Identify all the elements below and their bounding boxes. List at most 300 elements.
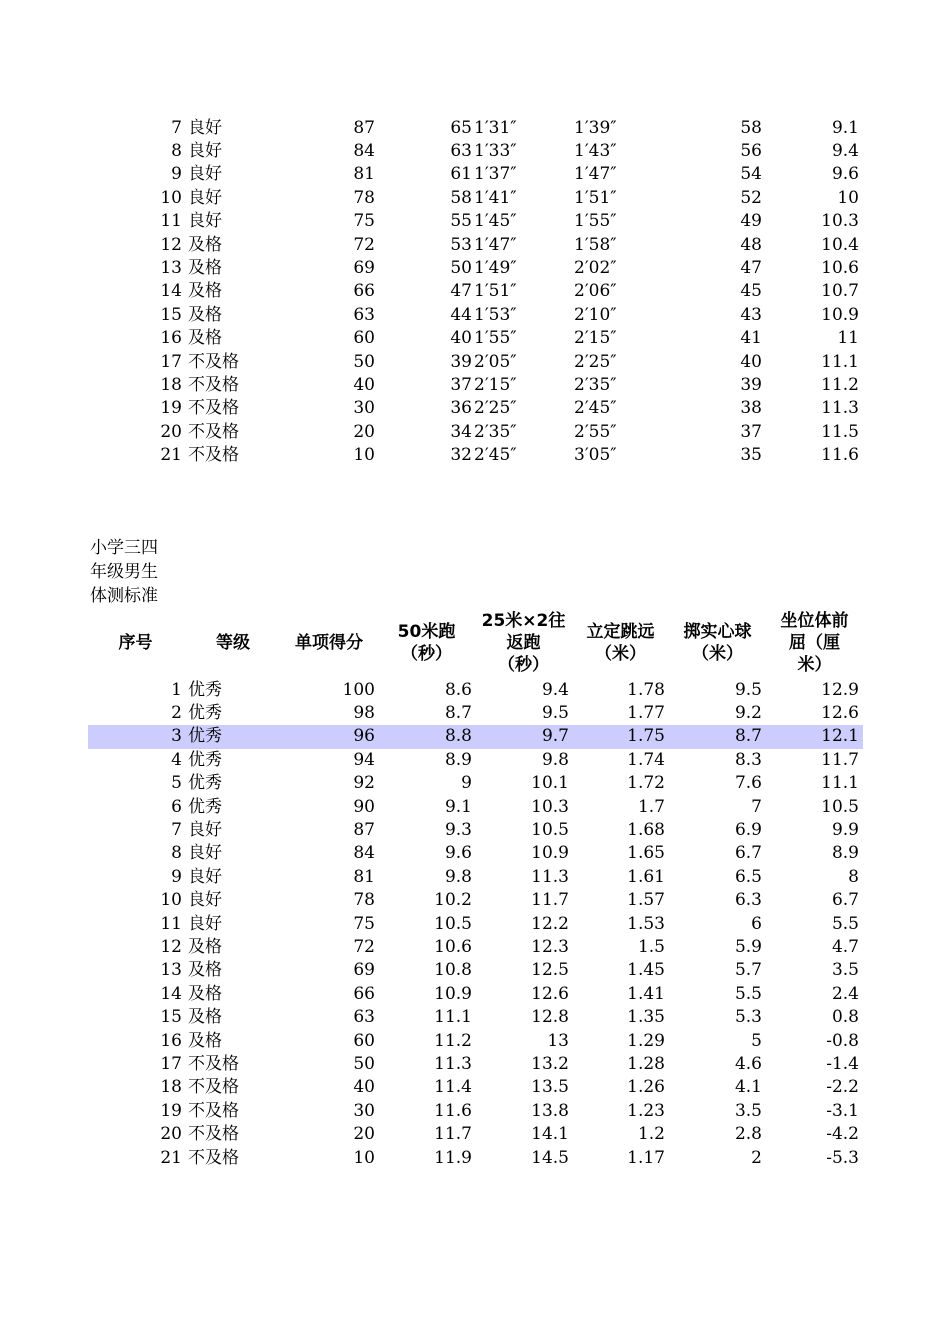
col5-cell[interactable]: 1′41″ bbox=[474, 187, 517, 208]
col4-cell[interactable]: 39 bbox=[450, 351, 472, 372]
col8-cell[interactable]: 8 bbox=[848, 866, 859, 887]
col7-cell[interactable]: 41 bbox=[740, 328, 762, 349]
score-cell[interactable]: 75 bbox=[353, 211, 375, 232]
table-row[interactable] bbox=[88, 421, 863, 444]
col7-cell[interactable]: 7.6 bbox=[734, 773, 762, 794]
score-cell[interactable]: 66 bbox=[353, 983, 375, 1004]
col4-cell[interactable]: 55 bbox=[450, 211, 472, 232]
col6-cell[interactable]: 1.53 bbox=[627, 913, 665, 934]
col4-cell[interactable]: 8.9 bbox=[444, 749, 472, 770]
seq-cell[interactable]: 9 bbox=[171, 164, 182, 185]
col8-cell[interactable]: 6.7 bbox=[831, 890, 859, 911]
grade-cell[interactable]: 不及格 bbox=[188, 1077, 239, 1098]
col7-cell[interactable]: 7 bbox=[751, 796, 762, 817]
col6-cell[interactable]: 1.35 bbox=[627, 1007, 665, 1028]
table-row[interactable] bbox=[88, 397, 863, 420]
col7-cell[interactable]: 6.7 bbox=[734, 843, 762, 864]
seq-cell[interactable]: 11 bbox=[160, 913, 182, 934]
col4-cell[interactable]: 11.6 bbox=[434, 1100, 472, 1121]
col7-cell[interactable]: 5.7 bbox=[734, 960, 762, 981]
table-row[interactable] bbox=[88, 1053, 863, 1076]
col5-cell[interactable]: 1′55″ bbox=[474, 328, 517, 349]
col7-cell[interactable]: 5 bbox=[751, 1030, 762, 1051]
col7-cell[interactable]: 52 bbox=[740, 187, 762, 208]
grade-cell[interactable]: 不及格 bbox=[188, 1053, 239, 1074]
score-cell[interactable]: 81 bbox=[353, 866, 375, 887]
col4-cell[interactable]: 61 bbox=[450, 164, 472, 185]
col6-cell[interactable]: 1′39″ bbox=[574, 117, 617, 138]
grade-cell[interactable]: 及格 bbox=[188, 304, 222, 325]
col4-cell[interactable]: 34 bbox=[450, 421, 472, 442]
col5-cell[interactable]: 2′35″ bbox=[474, 421, 517, 442]
col4-cell[interactable]: 10.8 bbox=[434, 960, 472, 981]
col6-cell[interactable]: 1.41 bbox=[627, 983, 665, 1004]
col6-cell[interactable]: 1.26 bbox=[627, 1077, 665, 1098]
col6-cell[interactable]: 1′47″ bbox=[574, 164, 617, 185]
col5-cell[interactable]: 12.3 bbox=[531, 936, 569, 957]
col7-cell[interactable]: 43 bbox=[740, 304, 762, 325]
col5-cell[interactable]: 13.2 bbox=[531, 1053, 569, 1074]
col5-cell[interactable]: 2′05″ bbox=[474, 351, 517, 372]
grade-cell[interactable]: 及格 bbox=[188, 234, 222, 255]
table-row[interactable] bbox=[88, 374, 863, 397]
col5-cell[interactable]: 1′31″ bbox=[474, 117, 517, 138]
col7-cell[interactable]: 5.3 bbox=[734, 1007, 762, 1028]
table-row[interactable] bbox=[88, 749, 863, 772]
col4-cell[interactable]: 10.2 bbox=[434, 890, 472, 911]
score-cell[interactable]: 92 bbox=[353, 773, 375, 794]
col4-cell[interactable]: 44 bbox=[450, 304, 472, 325]
table-row[interactable] bbox=[88, 210, 863, 233]
grade-cell[interactable]: 及格 bbox=[188, 936, 222, 957]
col6-cell[interactable]: 2′02″ bbox=[574, 257, 617, 278]
col6-cell[interactable]: 1.65 bbox=[627, 843, 665, 864]
col6-cell[interactable]: 2′35″ bbox=[574, 374, 617, 395]
col8-cell[interactable]: 4.7 bbox=[831, 936, 859, 957]
col5-cell[interactable]: 9.4 bbox=[541, 679, 569, 700]
col8-cell[interactable]: 11.1 bbox=[821, 351, 859, 372]
col4-cell[interactable]: 8.7 bbox=[444, 702, 472, 723]
col4-cell[interactable]: 47 bbox=[450, 281, 472, 302]
col7-cell[interactable]: 37 bbox=[740, 421, 762, 442]
score-cell[interactable]: 100 bbox=[342, 679, 375, 700]
table-row[interactable] bbox=[88, 1100, 863, 1123]
score-cell[interactable]: 40 bbox=[353, 374, 375, 395]
seq-cell[interactable]: 19 bbox=[160, 1100, 182, 1121]
grade-cell[interactable]: 良好 bbox=[188, 117, 222, 138]
col7-cell[interactable]: 9.2 bbox=[734, 702, 762, 723]
seq-cell[interactable]: 8 bbox=[171, 843, 182, 864]
col6-cell[interactable]: 1.5 bbox=[637, 936, 665, 957]
score-cell[interactable]: 81 bbox=[353, 164, 375, 185]
seq-cell[interactable]: 21 bbox=[160, 1147, 182, 1168]
seq-cell[interactable]: 15 bbox=[160, 304, 182, 325]
grade-cell[interactable]: 及格 bbox=[188, 983, 222, 1004]
seq-cell[interactable]: 2 bbox=[171, 702, 182, 723]
col8-cell[interactable]: 8.9 bbox=[831, 843, 859, 864]
col8-cell[interactable]: 12.9 bbox=[821, 679, 859, 700]
score-cell[interactable]: 20 bbox=[353, 1124, 375, 1145]
col7-cell[interactable]: 35 bbox=[740, 445, 762, 466]
col8-cell[interactable]: 11 bbox=[837, 328, 859, 349]
grade-cell[interactable]: 良好 bbox=[188, 140, 222, 161]
table-row[interactable] bbox=[88, 1147, 863, 1170]
score-cell[interactable]: 78 bbox=[353, 890, 375, 911]
col4-cell[interactable]: 8.8 bbox=[444, 726, 472, 747]
col7-cell[interactable]: 8.7 bbox=[734, 726, 762, 747]
col5-cell[interactable]: 11.3 bbox=[531, 866, 569, 887]
col5-cell[interactable]: 9.8 bbox=[541, 749, 569, 770]
col6-cell[interactable]: 1.68 bbox=[627, 819, 665, 840]
col8-cell[interactable]: 10.5 bbox=[821, 796, 859, 817]
header-grade[interactable] bbox=[183, 632, 283, 654]
section-title-line[interactable]: 年级男生 bbox=[90, 562, 158, 582]
col6-cell[interactable]: 1.2 bbox=[637, 1124, 665, 1145]
table-row[interactable] bbox=[88, 819, 863, 842]
col8-cell[interactable]: 10 bbox=[837, 187, 859, 208]
col4-cell[interactable]: 65 bbox=[450, 117, 472, 138]
seq-cell[interactable]: 16 bbox=[160, 328, 182, 349]
score-cell[interactable]: 10 bbox=[353, 1147, 375, 1168]
seq-cell[interactable]: 20 bbox=[160, 421, 182, 442]
score-cell[interactable]: 75 bbox=[353, 913, 375, 934]
grade-cell[interactable]: 优秀 bbox=[188, 796, 222, 817]
grade-cell[interactable]: 及格 bbox=[188, 1030, 222, 1051]
col7-cell[interactable]: 6.9 bbox=[734, 819, 762, 840]
grade-cell[interactable]: 不及格 bbox=[188, 445, 239, 466]
col7-cell[interactable]: 39 bbox=[740, 374, 762, 395]
col7-cell[interactable]: 54 bbox=[740, 164, 762, 185]
col4-cell[interactable]: 9.1 bbox=[444, 796, 472, 817]
col5-cell[interactable]: 10.1 bbox=[531, 773, 569, 794]
grade-cell[interactable]: 良好 bbox=[188, 819, 222, 840]
score-cell[interactable]: 87 bbox=[353, 117, 375, 138]
table-row[interactable] bbox=[88, 257, 863, 280]
seq-cell[interactable]: 16 bbox=[160, 1030, 182, 1051]
col4-cell[interactable]: 36 bbox=[450, 398, 472, 419]
score-cell[interactable]: 78 bbox=[353, 187, 375, 208]
header-jump[interactable] bbox=[572, 621, 669, 665]
col4-cell[interactable]: 53 bbox=[450, 234, 472, 255]
col6-cell[interactable]: 1.45 bbox=[627, 960, 665, 981]
seq-cell[interactable]: 17 bbox=[160, 1053, 182, 1074]
col7-cell[interactable]: 6 bbox=[751, 913, 762, 934]
col4-cell[interactable]: 11.4 bbox=[434, 1077, 472, 1098]
col8-cell[interactable]: 2.4 bbox=[831, 983, 859, 1004]
seq-cell[interactable]: 10 bbox=[160, 890, 182, 911]
col8-cell[interactable]: 10.4 bbox=[821, 234, 859, 255]
grade-cell[interactable]: 及格 bbox=[188, 257, 222, 278]
seq-cell[interactable]: 1 bbox=[171, 679, 182, 700]
col5-cell[interactable]: 1′49″ bbox=[474, 257, 517, 278]
col7-cell[interactable]: 5.9 bbox=[734, 936, 762, 957]
col5-cell[interactable]: 10.9 bbox=[531, 843, 569, 864]
grade-cell[interactable]: 不及格 bbox=[188, 1147, 239, 1168]
table-row[interactable] bbox=[88, 304, 863, 327]
table-row[interactable] bbox=[88, 187, 863, 210]
table-row[interactable] bbox=[88, 280, 863, 303]
col4-cell[interactable]: 50 bbox=[450, 257, 472, 278]
col8-cell[interactable]: 11.7 bbox=[821, 749, 859, 770]
col7-cell[interactable]: 38 bbox=[740, 398, 762, 419]
score-cell[interactable]: 60 bbox=[353, 1030, 375, 1051]
grade-cell[interactable]: 不及格 bbox=[188, 1124, 239, 1145]
grade-cell[interactable]: 良好 bbox=[188, 211, 222, 232]
seq-cell[interactable]: 3 bbox=[171, 726, 182, 747]
col8-cell[interactable]: 10.7 bbox=[821, 281, 859, 302]
seq-cell[interactable]: 14 bbox=[160, 281, 182, 302]
score-cell[interactable]: 50 bbox=[353, 1053, 375, 1074]
col5-cell[interactable]: 1′53″ bbox=[474, 304, 517, 325]
section-title-line[interactable]: 体测标准 bbox=[90, 586, 158, 606]
seq-cell[interactable]: 12 bbox=[160, 234, 182, 255]
score-cell[interactable]: 20 bbox=[353, 421, 375, 442]
col6-cell[interactable]: 1.77 bbox=[627, 702, 665, 723]
grade-cell[interactable]: 不及格 bbox=[188, 374, 239, 395]
grade-cell[interactable]: 不及格 bbox=[188, 351, 239, 372]
col8-cell[interactable]: 11.1 bbox=[821, 773, 859, 794]
table-row[interactable] bbox=[88, 1076, 863, 1099]
col8-cell[interactable]: 5.5 bbox=[831, 913, 859, 934]
col8-cell[interactable]: 9.4 bbox=[831, 140, 859, 161]
seq-cell[interactable]: 20 bbox=[160, 1124, 182, 1145]
grade-cell[interactable]: 及格 bbox=[188, 281, 222, 302]
seq-cell[interactable]: 21 bbox=[160, 445, 182, 466]
col6-cell[interactable]: 1.61 bbox=[627, 866, 665, 887]
score-cell[interactable]: 30 bbox=[353, 1100, 375, 1121]
seq-cell[interactable]: 18 bbox=[160, 1077, 182, 1098]
seq-cell[interactable]: 17 bbox=[160, 351, 182, 372]
grade-cell[interactable]: 及格 bbox=[188, 1007, 222, 1028]
col8-cell[interactable]: 10.9 bbox=[821, 304, 859, 325]
seq-cell[interactable]: 6 bbox=[171, 796, 182, 817]
col5-cell[interactable]: 12.5 bbox=[531, 960, 569, 981]
col8-cell[interactable]: -3.1 bbox=[826, 1100, 859, 1121]
col5-cell[interactable]: 14.5 bbox=[531, 1147, 569, 1168]
col5-cell[interactable]: 11.7 bbox=[531, 890, 569, 911]
col7-cell[interactable]: 56 bbox=[740, 140, 762, 161]
col4-cell[interactable]: 37 bbox=[450, 374, 472, 395]
col6-cell[interactable]: 1.75 bbox=[627, 726, 665, 747]
col5-cell[interactable]: 1′47″ bbox=[474, 234, 517, 255]
col5-cell[interactable]: 1′37″ bbox=[474, 164, 517, 185]
col6-cell[interactable]: 1.28 bbox=[627, 1053, 665, 1074]
score-cell[interactable]: 30 bbox=[353, 398, 375, 419]
col8-cell[interactable]: 10.6 bbox=[821, 257, 859, 278]
table-row[interactable] bbox=[88, 702, 863, 725]
col7-cell[interactable]: 45 bbox=[740, 281, 762, 302]
col6-cell[interactable]: 1.57 bbox=[627, 890, 665, 911]
seq-cell[interactable]: 7 bbox=[171, 819, 182, 840]
col7-cell[interactable]: 8.3 bbox=[734, 749, 762, 770]
table-row[interactable] bbox=[88, 679, 863, 702]
col5-cell[interactable]: 14.1 bbox=[531, 1124, 569, 1145]
col7-cell[interactable]: 2.8 bbox=[734, 1124, 762, 1145]
col7-cell[interactable]: 6.5 bbox=[734, 866, 762, 887]
col6-cell[interactable]: 3′05″ bbox=[574, 445, 617, 466]
col8-cell[interactable]: -5.3 bbox=[826, 1147, 859, 1168]
seq-cell[interactable]: 11 bbox=[160, 211, 182, 232]
seq-cell[interactable]: 4 bbox=[171, 749, 182, 770]
score-cell[interactable]: 90 bbox=[353, 796, 375, 817]
seq-cell[interactable]: 10 bbox=[160, 187, 182, 208]
col4-cell[interactable]: 10.9 bbox=[434, 983, 472, 1004]
table-row[interactable] bbox=[88, 725, 863, 748]
header-shuttle[interactable] bbox=[475, 610, 572, 676]
col4-cell[interactable]: 8.6 bbox=[444, 679, 472, 700]
col4-cell[interactable]: 32 bbox=[450, 445, 472, 466]
grade-cell[interactable]: 不及格 bbox=[188, 398, 239, 419]
col4-cell[interactable]: 63 bbox=[450, 140, 472, 161]
col5-cell[interactable]: 9.7 bbox=[541, 726, 569, 747]
score-cell[interactable]: 63 bbox=[353, 304, 375, 325]
grade-cell[interactable]: 良好 bbox=[188, 187, 222, 208]
col7-cell[interactable]: 3.5 bbox=[734, 1100, 762, 1121]
col6-cell[interactable]: 2′55″ bbox=[574, 421, 617, 442]
col5-cell[interactable]: 1′51″ bbox=[474, 281, 517, 302]
col4-cell[interactable]: 58 bbox=[450, 187, 472, 208]
col5-cell[interactable]: 2′25″ bbox=[474, 398, 517, 419]
col8-cell[interactable]: -4.2 bbox=[826, 1124, 859, 1145]
table-row[interactable] bbox=[88, 889, 863, 912]
score-cell[interactable]: 84 bbox=[353, 140, 375, 161]
col4-cell[interactable]: 40 bbox=[450, 328, 472, 349]
grade-cell[interactable]: 良好 bbox=[188, 843, 222, 864]
score-cell[interactable]: 50 bbox=[353, 351, 375, 372]
header-seq[interactable] bbox=[88, 632, 183, 654]
col6-cell[interactable]: 1.78 bbox=[627, 679, 665, 700]
col6-cell[interactable]: 1′55″ bbox=[574, 211, 617, 232]
col5-cell[interactable]: 12.8 bbox=[531, 1007, 569, 1028]
table-row[interactable] bbox=[88, 959, 863, 982]
col5-cell[interactable]: 1′33″ bbox=[474, 140, 517, 161]
col8-cell[interactable]: 11.2 bbox=[821, 374, 859, 395]
col5-cell[interactable]: 13.5 bbox=[531, 1077, 569, 1098]
score-cell[interactable]: 10 bbox=[353, 445, 375, 466]
col6-cell[interactable]: 1.72 bbox=[627, 773, 665, 794]
grade-cell[interactable]: 优秀 bbox=[188, 726, 222, 747]
score-cell[interactable]: 60 bbox=[353, 328, 375, 349]
col4-cell[interactable]: 9.6 bbox=[444, 843, 472, 864]
col4-cell[interactable]: 11.9 bbox=[434, 1147, 472, 1168]
col5-cell[interactable]: 13 bbox=[547, 1030, 569, 1051]
table-row[interactable] bbox=[88, 796, 863, 819]
col7-cell[interactable]: 9.5 bbox=[734, 679, 762, 700]
score-cell[interactable]: 94 bbox=[353, 749, 375, 770]
col6-cell[interactable]: 1.23 bbox=[627, 1100, 665, 1121]
table-row[interactable] bbox=[88, 983, 863, 1006]
col8-cell[interactable]: 11.5 bbox=[821, 421, 859, 442]
col5-cell[interactable]: 9.5 bbox=[541, 702, 569, 723]
col8-cell[interactable]: 9.9 bbox=[831, 819, 859, 840]
table-row[interactable] bbox=[88, 327, 863, 350]
col7-cell[interactable]: 4.1 bbox=[734, 1077, 762, 1098]
col6-cell[interactable]: 1.7 bbox=[637, 796, 665, 817]
col5-cell[interactable]: 12.6 bbox=[531, 983, 569, 1004]
score-cell[interactable]: 72 bbox=[353, 936, 375, 957]
col7-cell[interactable]: 48 bbox=[740, 234, 762, 255]
col8-cell[interactable]: -1.4 bbox=[826, 1053, 859, 1074]
table-row[interactable] bbox=[88, 163, 863, 186]
col4-cell[interactable]: 11.7 bbox=[434, 1124, 472, 1145]
col4-cell[interactable]: 11.1 bbox=[434, 1007, 472, 1028]
col8-cell[interactable]: 12.1 bbox=[821, 726, 859, 747]
grade-cell[interactable]: 不及格 bbox=[188, 421, 239, 442]
col8-cell[interactable]: 0.8 bbox=[831, 1007, 859, 1028]
col6-cell[interactable]: 2′06″ bbox=[574, 281, 617, 302]
seq-cell[interactable]: 15 bbox=[160, 1007, 182, 1028]
col5-cell[interactable]: 12.2 bbox=[531, 913, 569, 934]
grade-cell[interactable]: 及格 bbox=[188, 960, 222, 981]
col7-cell[interactable]: 40 bbox=[740, 351, 762, 372]
col6-cell[interactable]: 2′15″ bbox=[574, 328, 617, 349]
score-cell[interactable]: 66 bbox=[353, 281, 375, 302]
grade-cell[interactable]: 及格 bbox=[188, 328, 222, 349]
col6-cell[interactable]: 1′58″ bbox=[574, 234, 617, 255]
seq-cell[interactable]: 14 bbox=[160, 983, 182, 1004]
col4-cell[interactable]: 11.2 bbox=[434, 1030, 472, 1051]
col7-cell[interactable]: 49 bbox=[740, 211, 762, 232]
table-row[interactable] bbox=[88, 1006, 863, 1029]
col5-cell[interactable]: 10.3 bbox=[531, 796, 569, 817]
col6-cell[interactable]: 1.74 bbox=[627, 749, 665, 770]
table-row[interactable] bbox=[88, 1123, 863, 1146]
col5-cell[interactable]: 13.8 bbox=[531, 1100, 569, 1121]
col8-cell[interactable]: -2.2 bbox=[826, 1077, 859, 1098]
col6-cell[interactable]: 1.29 bbox=[627, 1030, 665, 1051]
col7-cell[interactable]: 5.5 bbox=[734, 983, 762, 1004]
grade-cell[interactable]: 不及格 bbox=[188, 1100, 239, 1121]
col8-cell[interactable]: -0.8 bbox=[826, 1030, 859, 1051]
seq-cell[interactable]: 19 bbox=[160, 398, 182, 419]
table-row[interactable] bbox=[88, 866, 863, 889]
header-score[interactable] bbox=[283, 632, 375, 654]
seq-cell[interactable]: 7 bbox=[171, 117, 182, 138]
col8-cell[interactable]: 12.6 bbox=[821, 702, 859, 723]
col6-cell[interactable]: 1.17 bbox=[627, 1147, 665, 1168]
seq-cell[interactable]: 13 bbox=[160, 257, 182, 278]
col4-cell[interactable]: 11.3 bbox=[434, 1053, 472, 1074]
section-title-line[interactable]: 小学三四 bbox=[90, 538, 158, 558]
table-row[interactable] bbox=[88, 1030, 863, 1053]
col8-cell[interactable]: 9.1 bbox=[831, 117, 859, 138]
score-cell[interactable]: 87 bbox=[353, 819, 375, 840]
col4-cell[interactable]: 9.8 bbox=[444, 866, 472, 887]
grade-cell[interactable]: 良好 bbox=[188, 164, 222, 185]
col5-cell[interactable]: 2′45″ bbox=[474, 445, 517, 466]
col5-cell[interactable]: 2′15″ bbox=[474, 374, 517, 395]
table-row[interactable] bbox=[88, 444, 863, 467]
table-row[interactable] bbox=[88, 351, 863, 374]
grade-cell[interactable]: 优秀 bbox=[188, 702, 222, 723]
col7-cell[interactable]: 58 bbox=[740, 117, 762, 138]
header-ball[interactable] bbox=[669, 621, 766, 665]
table-row[interactable] bbox=[88, 913, 863, 936]
col6-cell[interactable]: 1′51″ bbox=[574, 187, 617, 208]
seq-cell[interactable]: 13 bbox=[160, 960, 182, 981]
score-cell[interactable]: 84 bbox=[353, 843, 375, 864]
col5-cell[interactable]: 10.5 bbox=[531, 819, 569, 840]
score-cell[interactable]: 72 bbox=[353, 234, 375, 255]
col4-cell[interactable]: 9 bbox=[461, 773, 472, 794]
col6-cell[interactable]: 2′25″ bbox=[574, 351, 617, 372]
score-cell[interactable]: 40 bbox=[353, 1077, 375, 1098]
col4-cell[interactable]: 10.5 bbox=[434, 913, 472, 934]
grade-cell[interactable]: 良好 bbox=[188, 866, 222, 887]
col7-cell[interactable]: 4.6 bbox=[734, 1053, 762, 1074]
header-sitreach[interactable] bbox=[766, 610, 863, 676]
col8-cell[interactable]: 11.3 bbox=[821, 398, 859, 419]
